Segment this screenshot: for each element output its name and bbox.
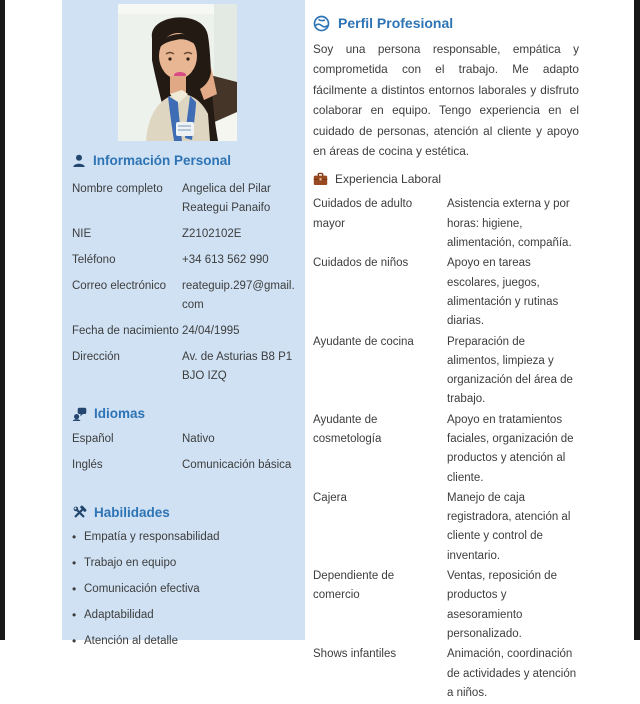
info-field-row <box>72 225 295 244</box>
language-label: Español <box>72 433 114 445</box>
experience-description: Apoyo en tratamientos faciales, organización de productos y atención al cliente. <box>447 413 574 484</box>
section-title-languages <box>72 404 295 423</box>
page-left-border <box>0 0 5 640</box>
profile-photo-illustration <box>118 4 237 141</box>
experience-description: Manejo de caja registradora, atención al cliente y control de inventario. <box>447 491 571 562</box>
profile-summary: Soy una persona responsable, empática y comprometida con el trabajo. Me adapto fácilmente a distintos entornos laborales y disfruto colaborar en equipo. Tengo experiencia en el cuidado de personas, atención al cliente y apoyo en áreas de cocina y estética. <box>313 42 579 159</box>
field-value: +34 613 562 990 <box>182 254 269 266</box>
language-label: Inglés <box>72 459 103 471</box>
experience-entry <box>313 567 579 644</box>
experience-entry <box>313 333 579 410</box>
section-title-text: Habilidades <box>94 505 170 520</box>
tools-icon <box>72 505 87 520</box>
field-value: Z2102102E <box>182 228 242 240</box>
language-row <box>72 430 295 449</box>
briefcase-icon <box>313 172 328 186</box>
field-value: reateguip.297@gmail.com <box>182 280 295 311</box>
language-level: Comunicación básica <box>182 459 292 471</box>
field-label: Fecha de nacimiento <box>72 325 179 337</box>
experience-description: Preparación de alimentos, limpieza y organización del área de trabajo. <box>447 335 573 406</box>
skill-item: • Atención al detalle <box>72 632 295 651</box>
field-value: Av. de Asturias B8 P1 BJO IZQ <box>182 351 293 382</box>
experience-description: Animación, coordinación de actividades y atención a niños. <box>447 648 577 699</box>
sidebar-panel <box>62 0 305 647</box>
field-label: Nombre completo <box>72 183 163 195</box>
info-field-row <box>72 251 295 270</box>
language-level: Nativo <box>182 433 215 445</box>
experience-role: Ayudante de cocina <box>313 335 414 348</box>
field-label: Correo electrónico <box>72 280 166 292</box>
experience-description: Apoyo en tareas escolares, juegos, alimentación y rutinas diarias. <box>447 257 559 328</box>
section-title-profile <box>313 13 579 33</box>
experience-description: Ventas, reposición de productos y asesoramiento personalizado. <box>447 570 557 640</box>
language-row <box>72 456 295 475</box>
field-label: NIE <box>72 228 92 240</box>
field-value: Angelica del Pilar Reategui Panaifo <box>182 183 271 214</box>
info-field-row <box>72 322 295 341</box>
experience-list <box>313 195 579 703</box>
experience-entry <box>313 195 579 253</box>
section-title-text: Experiencia Laboral <box>335 172 442 187</box>
section-title-text: Idiomas <box>94 406 146 421</box>
page-right-border <box>634 0 640 640</box>
experience-entry <box>313 254 579 331</box>
experience-role: Cuidados de adulto mayor <box>313 198 413 230</box>
speech-icon <box>72 407 87 421</box>
globe-icon <box>313 15 330 32</box>
field-value: 24/04/1995 <box>182 325 240 337</box>
experience-role: Shows infantiles <box>313 648 397 661</box>
experience-entry <box>313 411 579 488</box>
field-label: Dirección <box>72 351 120 363</box>
main-column <box>313 0 579 704</box>
section-title-personal-info <box>72 151 295 170</box>
skills-list <box>72 528 295 651</box>
skill-item: • Trabajo en equipo <box>72 554 295 573</box>
skill-item: • Comunicación efectiva <box>72 580 295 599</box>
section-title-skills <box>72 503 295 522</box>
language-fields <box>72 430 295 475</box>
info-field-row <box>72 277 295 315</box>
personal-info-fields <box>72 180 295 386</box>
info-field-row <box>72 180 295 218</box>
field-label: Teléfono <box>72 254 116 266</box>
section-title-text: Perfil Profesional <box>338 15 454 31</box>
person-icon <box>72 154 86 168</box>
experience-role: Dependiente de comercio <box>313 570 395 602</box>
experience-entry <box>313 489 579 566</box>
experience-role: Cuidados de niños <box>313 257 409 270</box>
profile-photo <box>118 4 237 141</box>
experience-description: Asistencia externa y por horas: higiene, alimentación, compañía. <box>447 198 572 250</box>
experience-role: Ayudante de cosmetología <box>313 413 382 445</box>
info-field-row <box>72 348 295 386</box>
skill-item: • Adaptabilidad <box>72 606 295 625</box>
skill-item: • Empatía y responsabilidad <box>72 528 295 547</box>
experience-role: Cajera <box>313 491 347 504</box>
experience-entry <box>313 645 579 703</box>
section-title-experience <box>313 170 579 188</box>
section-title-text: Información Personal <box>93 153 232 168</box>
